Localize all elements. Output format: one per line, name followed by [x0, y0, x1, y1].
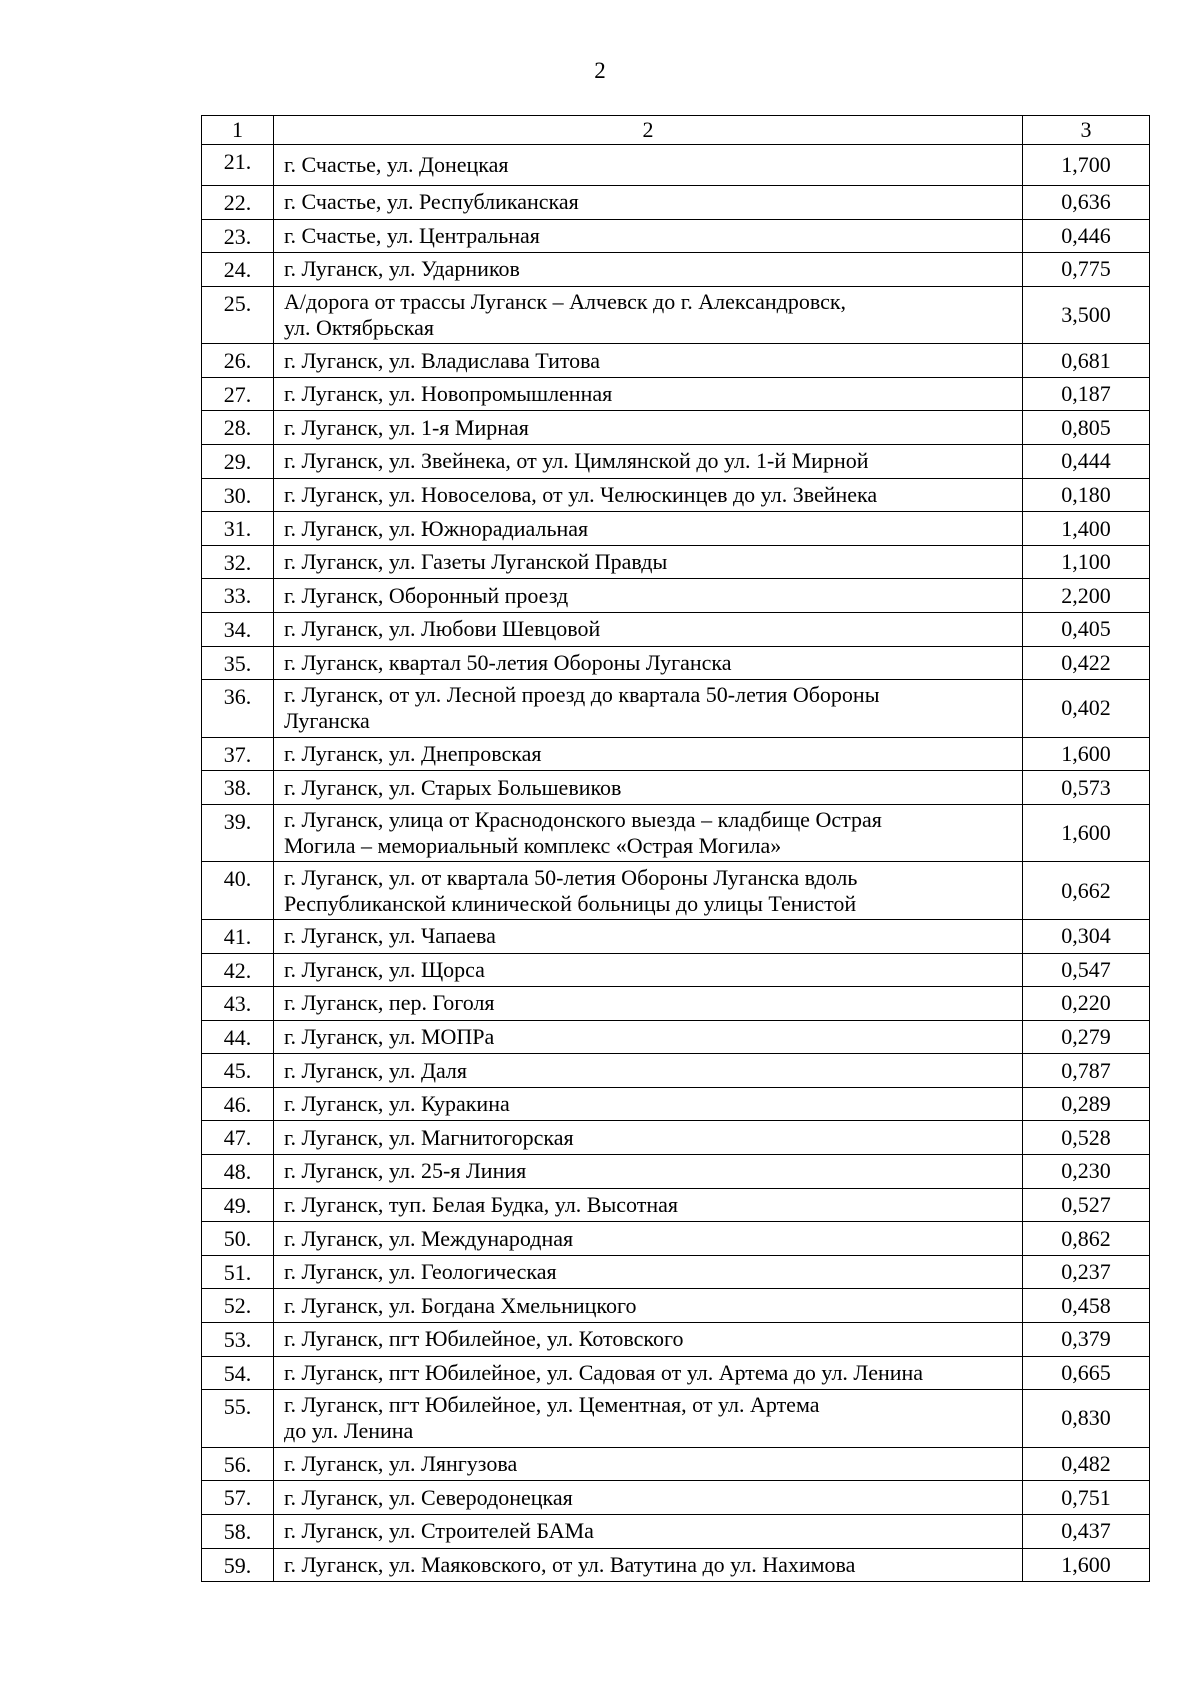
- row-number: 34.: [202, 613, 274, 647]
- road-length: 0,787: [1023, 1054, 1150, 1088]
- table-row: [202, 1390, 1150, 1448]
- table-row: [202, 1548, 1150, 1582]
- table-row: [202, 613, 1150, 647]
- road-name: г. Луганск, пгт Юбилейное, ул. Котовского: [274, 1323, 1023, 1357]
- road-name: г. Луганск, ул. Богдана Хмельницкого: [274, 1289, 1023, 1323]
- table-row: [202, 545, 1150, 579]
- row-number: 57.: [202, 1481, 274, 1515]
- road-length: 1,400: [1023, 512, 1150, 546]
- table-row: [202, 512, 1150, 546]
- header-row: [202, 116, 1150, 145]
- row-number: 47.: [202, 1121, 274, 1155]
- table-row: [202, 1323, 1150, 1357]
- road-name: г. Луганск, ул. Лянгузова: [274, 1447, 1023, 1481]
- table-row: [202, 1155, 1150, 1189]
- row-number: 43.: [202, 987, 274, 1021]
- road-name: г. Луганск, ул. Днепровская: [274, 737, 1023, 771]
- table-row: [202, 919, 1150, 953]
- road-length: 0,220: [1023, 987, 1150, 1021]
- table-row: [202, 1356, 1150, 1390]
- road-length: 1,600: [1023, 737, 1150, 771]
- road-length: 0,187: [1023, 377, 1150, 411]
- road-length: 0,444: [1023, 445, 1150, 479]
- road-name: г. Луганск, ул. Чапаева: [274, 919, 1023, 953]
- table-row: [202, 680, 1150, 738]
- road-length: 0,751: [1023, 1481, 1150, 1515]
- table-row: [202, 219, 1150, 253]
- road-name: г. Луганск, ул. Южнорадиальная: [274, 512, 1023, 546]
- road-length: 0,527: [1023, 1188, 1150, 1222]
- table-row: [202, 646, 1150, 680]
- road-length: 0,437: [1023, 1514, 1150, 1548]
- row-number: 31.: [202, 512, 274, 546]
- road-length: 0,289: [1023, 1087, 1150, 1121]
- row-number: 48.: [202, 1155, 274, 1189]
- road-name: г. Луганск, ул. Ударников: [274, 253, 1023, 287]
- table-row: [202, 862, 1150, 920]
- row-number: 32.: [202, 545, 274, 579]
- road-name: г. Луганск, ул. Звейнека, от ул. Цимлянской до ул. 1-й Мирной: [274, 445, 1023, 479]
- road-name: г. Луганск, пер. Гоголя: [274, 987, 1023, 1021]
- header-col-2: 2: [274, 116, 1023, 145]
- road-name-line: г. Луганск, от ул. Лесной проезд до квартала 50-летия Обороны: [284, 682, 880, 708]
- table-row: [202, 953, 1150, 987]
- road-length: 1,600: [1023, 804, 1150, 862]
- road-length: 0,665: [1023, 1356, 1150, 1390]
- road-name: г. Луганск, ул. Газеты Луганской Правды: [274, 545, 1023, 579]
- table-row: [202, 804, 1150, 862]
- road-name: [274, 804, 1023, 862]
- table-row: [202, 377, 1150, 411]
- road-name-line: Могила – мемориальный комплекс «Острая Могила»: [284, 833, 782, 859]
- road-name: г. Луганск, квартал 50-летия Обороны Луганска: [274, 646, 1023, 680]
- road-length: 0,422: [1023, 646, 1150, 680]
- road-name-line: А/дорога от трассы Луганск – Алчевск до г. Александровск,: [284, 289, 847, 315]
- road-name: г. Счастье, ул. Республиканская: [274, 186, 1023, 220]
- row-number: 40.: [202, 862, 274, 920]
- header-col-3: 3: [1023, 116, 1150, 145]
- row-number: 49.: [202, 1188, 274, 1222]
- road-length: 0,304: [1023, 919, 1150, 953]
- table-row: [202, 411, 1150, 445]
- road-name: г. Счастье, ул. Центральная: [274, 219, 1023, 253]
- row-number: 25.: [202, 286, 274, 344]
- road-name-line: до ул. Ленина: [284, 1418, 414, 1444]
- road-name: г. Луганск, пгт Юбилейное, ул. Садовая от ул. Артема до ул. Ленина: [274, 1356, 1023, 1390]
- row-number: 23.: [202, 219, 274, 253]
- row-number: 28.: [202, 411, 274, 445]
- road-name-line: ул. Октябрьская: [284, 315, 434, 341]
- road-name: [274, 862, 1023, 920]
- row-number: 50.: [202, 1222, 274, 1256]
- table-row: [202, 579, 1150, 613]
- table-row: [202, 478, 1150, 512]
- road-length: 0,775: [1023, 253, 1150, 287]
- road-name: г. Луганск, ул. Геологическая: [274, 1255, 1023, 1289]
- table-row: [202, 253, 1150, 287]
- road-length: 0,805: [1023, 411, 1150, 445]
- row-number: 33.: [202, 579, 274, 613]
- row-number: 46.: [202, 1087, 274, 1121]
- road-length: 0,379: [1023, 1323, 1150, 1357]
- table-row: [202, 1087, 1150, 1121]
- page-number: 2: [594, 58, 606, 83]
- table-row: [202, 1481, 1150, 1515]
- road-length: 0,230: [1023, 1155, 1150, 1189]
- road-name: г. Луганск, ул. Новоселова, от ул. Челюскинцев до ул. Звейнека: [274, 478, 1023, 512]
- road-name: [274, 286, 1023, 344]
- row-number: 38.: [202, 771, 274, 805]
- table-row: [202, 771, 1150, 805]
- road-name: г. Луганск, ул. Старых Большевиков: [274, 771, 1023, 805]
- road-name: [274, 1390, 1023, 1448]
- row-number: 26.: [202, 344, 274, 378]
- road-length: 2,200: [1023, 579, 1150, 613]
- row-number: 42.: [202, 953, 274, 987]
- row-number: 55.: [202, 1390, 274, 1448]
- table-row: [202, 1121, 1150, 1155]
- road-length: 0,862: [1023, 1222, 1150, 1256]
- road-name: г. Луганск, ул. Даля: [274, 1054, 1023, 1088]
- road-name: г. Луганск, ул. Международная: [274, 1222, 1023, 1256]
- road-name: г. Луганск, туп. Белая Будка, ул. Высотная: [274, 1188, 1023, 1222]
- road-length: 1,100: [1023, 545, 1150, 579]
- table-row: [202, 1289, 1150, 1323]
- road-name-line: Республиканской клинической больницы до улицы Тенистой: [284, 890, 857, 916]
- road-length: 0,446: [1023, 219, 1150, 253]
- table-row: [202, 286, 1150, 344]
- table-row: [202, 1222, 1150, 1256]
- road-name-line: г. Луганск, пгт Юбилейное, ул. Цементная, от ул. Артема: [284, 1392, 820, 1418]
- table-body: [202, 145, 1150, 1582]
- road-name-line: Луганска: [284, 708, 370, 734]
- road-name-line: г. Луганск, ул. от квартала 50-летия Обороны Луганска вдоль: [284, 864, 858, 890]
- road-name: г. Луганск, ул. Любови Шевцовой: [274, 613, 1023, 647]
- table-row: [202, 344, 1150, 378]
- road-name: [274, 680, 1023, 738]
- table-row: [202, 737, 1150, 771]
- road-length: 3,500: [1023, 286, 1150, 344]
- row-number: 54.: [202, 1356, 274, 1390]
- road-length: 1,700: [1023, 145, 1150, 186]
- row-number: 30.: [202, 478, 274, 512]
- row-number: 52.: [202, 1289, 274, 1323]
- row-number: 39.: [202, 804, 274, 862]
- road-name: г. Счастье, ул. Донецкая: [274, 145, 1023, 186]
- row-number: 41.: [202, 919, 274, 953]
- table-row: [202, 186, 1150, 220]
- row-number: 22.: [202, 186, 274, 220]
- row-number: 58.: [202, 1514, 274, 1548]
- road-name: г. Луганск, ул. Маяковского, от ул. Ватутина до ул. Нахимова: [274, 1548, 1023, 1582]
- road-name: г. Луганск, ул. 1-я Мирная: [274, 411, 1023, 445]
- table-row: [202, 987, 1150, 1021]
- roads-table: [201, 115, 1150, 1582]
- road-length: 0,279: [1023, 1020, 1150, 1054]
- road-name: г. Луганск, ул. Щорса: [274, 953, 1023, 987]
- road-name: г. Луганск, ул. МОПРа: [274, 1020, 1023, 1054]
- road-length: 0,482: [1023, 1447, 1150, 1481]
- road-name: г. Луганск, ул. Северодонецкая: [274, 1481, 1023, 1515]
- row-number: 35.: [202, 646, 274, 680]
- row-number: 44.: [202, 1020, 274, 1054]
- row-number: 24.: [202, 253, 274, 287]
- road-length: 0,458: [1023, 1289, 1150, 1323]
- road-length: 0,681: [1023, 344, 1150, 378]
- table-header: [202, 116, 1150, 145]
- row-number: 21.: [202, 145, 274, 186]
- row-number: 53.: [202, 1323, 274, 1357]
- table-row: [202, 1188, 1150, 1222]
- road-length: 0,405: [1023, 613, 1150, 647]
- road-name: г. Луганск, ул. Владислава Титова: [274, 344, 1023, 378]
- road-length: 0,528: [1023, 1121, 1150, 1155]
- road-length: 0,180: [1023, 478, 1150, 512]
- road-length: 1,600: [1023, 1548, 1150, 1582]
- road-length: 0,636: [1023, 186, 1150, 220]
- row-number: 59.: [202, 1548, 274, 1582]
- road-length: 0,402: [1023, 680, 1150, 738]
- table-row: [202, 145, 1150, 186]
- table-row: [202, 1255, 1150, 1289]
- row-number: 56.: [202, 1447, 274, 1481]
- row-number: 27.: [202, 377, 274, 411]
- row-number: 37.: [202, 737, 274, 771]
- table-row: [202, 1514, 1150, 1548]
- row-number: 45.: [202, 1054, 274, 1088]
- road-name: г. Луганск, ул. Строителей БАМа: [274, 1514, 1023, 1548]
- road-name: г. Луганск, ул. Магнитогорская: [274, 1121, 1023, 1155]
- road-length: 0,662: [1023, 862, 1150, 920]
- table-row: [202, 1054, 1150, 1088]
- road-length: 0,573: [1023, 771, 1150, 805]
- road-length: 0,830: [1023, 1390, 1150, 1448]
- road-name: г. Луганск, ул. Куракина: [274, 1087, 1023, 1121]
- table-row: [202, 1447, 1150, 1481]
- road-length: 0,237: [1023, 1255, 1150, 1289]
- table-row: [202, 1020, 1150, 1054]
- road-name: г. Луганск, ул. 25-я Линия: [274, 1155, 1023, 1189]
- table-row: [202, 445, 1150, 479]
- road-length: 0,547: [1023, 953, 1150, 987]
- row-number: 29.: [202, 445, 274, 479]
- road-name-line: г. Луганск, улица от Краснодонского выезда – кладбище Острая: [284, 807, 882, 833]
- road-name: г. Луганск, Оборонный проезд: [274, 579, 1023, 613]
- header-col-1: 1: [202, 116, 274, 145]
- row-number: 51.: [202, 1255, 274, 1289]
- road-name: г. Луганск, ул. Новопромышленная: [274, 377, 1023, 411]
- row-number: 36.: [202, 680, 274, 738]
